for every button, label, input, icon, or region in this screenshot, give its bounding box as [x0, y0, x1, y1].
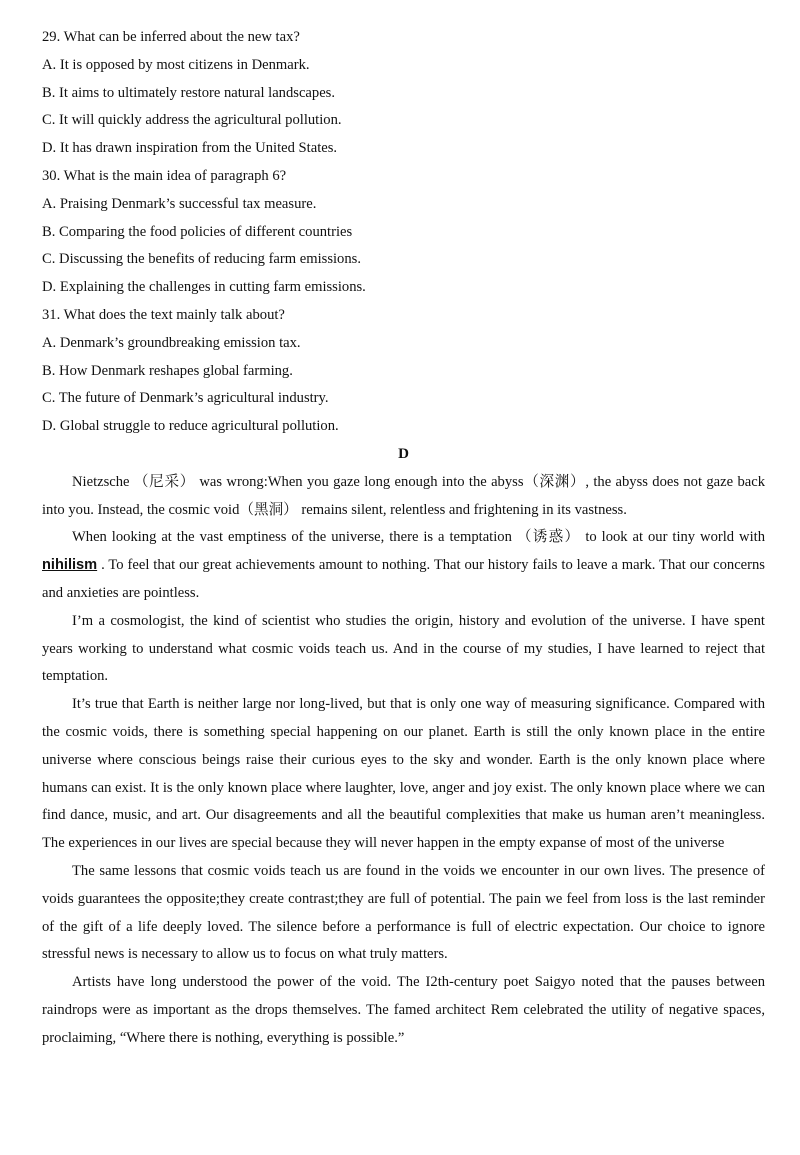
option-a: A. It is opposed by most citizens in Denmark. — [42, 56, 310, 73]
option-d: D. It has drawn inspiration from the United States. — [42, 140, 338, 157]
option-c: C. It will quickly address the agricultural pollution. — [42, 112, 342, 129]
question-29 — [42, 24, 765, 163]
option-c: C. The future of Denmark’s agricultural industry. — [42, 390, 329, 407]
paragraph-2-end: . To feel that our great achievements amount to nothing. That our history fails to leave a mark. That our concerns and anxieties are pointless. — [42, 557, 765, 601]
option-c: C. Discussing the benefits of reducing farm emissions. — [42, 251, 361, 268]
option-b: B. Comparing the food policies of different countries — [42, 223, 353, 240]
question-stem: 29. What can be inferred about the new tax? — [42, 29, 300, 45]
exam-page — [42, 24, 765, 1052]
option-a: A. Praising Denmark’s successful tax measure. — [42, 195, 317, 212]
option-d: D. Global struggle to reduce agricultural pollution. — [42, 418, 339, 435]
question-stem: 30. What is the main idea of paragraph 6? — [42, 167, 287, 184]
option-b: B. It aims to ultimately restore natural landscapes. — [42, 84, 336, 101]
option-d: D. Explaining the challenges in cutting farm emissions. — [42, 279, 366, 296]
paragraph-6: Artists have long understood the power of the void. The I2th-century poet Saigyo noted that the pauses between raindrops were as important as the drops themselves. The famed architect Rem celebrated the utility of negative spaces, proclaiming, “Where there is nothing, everything is possible.” — [42, 974, 765, 1046]
paragraph-5: The same lessons that cosmic voids teach us are found in the voids we encounter in our own lives. The presence of voids guarantees the opposite;they create contrast;they are full of potential. The pain we feel from loss is the last reminder of the gift of a life deeply loved. The silence before a performance is full of electric expectation. Our choice to ignore stressful news is necessary to allow us to focus on what truly matters. — [42, 862, 765, 963]
paragraph-3: I’m a cosmologist, the kind of scientist who studies the origin, history and evolution of the universe. I have spent years working to understand what cosmic voids teach us. And in the course of my studies, I have learned to reject that temptation. — [42, 612, 765, 685]
option-b: B. How Denmark reshapes global farming. — [42, 362, 293, 379]
question-stem: 31. What does the text mainly talk about? — [42, 306, 285, 323]
paragraph-1: Nietzsche （尼采） was wrong:When you gaze long enough into the abyss（深渊）, the abyss does not gaze back into you. Instead, the cosmic void（黑洞） remains silent, relentless and frightening in its vastness. — [42, 473, 765, 518]
keyword-nihilism: nihilism — [42, 557, 98, 574]
question-30 — [42, 163, 765, 302]
section-heading: D — [398, 445, 409, 462]
option-a: A. Denmark’s groundbreaking emission tax. — [42, 334, 301, 351]
paragraph-2 — [42, 524, 765, 607]
question-31 — [42, 302, 765, 441]
paragraph-4: It’s true that Earth is neither large nor long-lived, but that is only one way of measuring significance. Compared with the cosmic voids, there is something special happening on our planet. Earth is still the only known place in the entire universe where conscious beings raise their curious eyes to the sky and wonder. Earth is the only known place where humans can exist. It is the only known place where laughter, love, anger and joy exist. The only known place where we can find dance, music, and art. Our disagreements and all the beautiful complexities that make us human aren’t meaningless. The experiences in our lives are special because they will never happen in the empty expanse of most of the universe — [42, 696, 765, 852]
paragraph-2-start: When looking at the vast emptiness of the universe, there is a temptation （诱惑） to look at our tiny world with — [72, 529, 765, 546]
